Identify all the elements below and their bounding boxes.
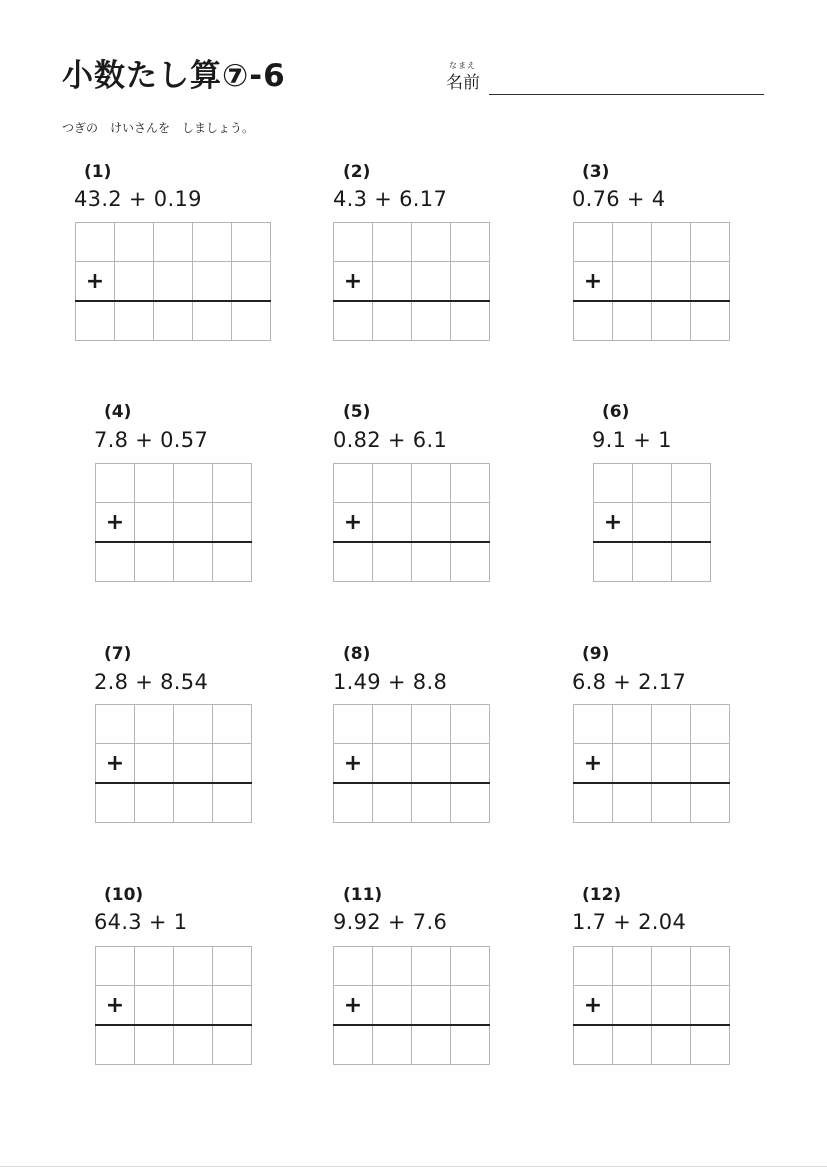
grid-cell[interactable] bbox=[96, 783, 135, 823]
plus-sign: + bbox=[96, 986, 135, 1026]
grid-cell[interactable] bbox=[574, 301, 613, 341]
grid-cell[interactable] bbox=[691, 947, 730, 986]
plus-sign: + bbox=[574, 744, 613, 784]
grid-cell[interactable] bbox=[115, 262, 154, 302]
plus-sign: + bbox=[76, 262, 115, 302]
grid-cell[interactable] bbox=[334, 783, 373, 823]
name-label: 名前 bbox=[446, 73, 480, 93]
grid-cell[interactable] bbox=[135, 986, 174, 1026]
grid-cell[interactable] bbox=[613, 705, 652, 744]
grid-cell[interactable] bbox=[334, 464, 373, 503]
problem-number-2: (2) bbox=[343, 162, 371, 182]
grid-cell[interactable] bbox=[691, 986, 730, 1026]
problem-expression-3: 0.76 + 4 bbox=[572, 187, 666, 211]
grid-cell[interactable] bbox=[691, 223, 730, 262]
grid-cell[interactable] bbox=[691, 262, 730, 302]
grid-cell[interactable] bbox=[373, 223, 412, 262]
grid-cell[interactable] bbox=[135, 744, 174, 784]
grid-cell[interactable] bbox=[135, 705, 174, 744]
grid-cell[interactable] bbox=[96, 1025, 135, 1065]
grid-cell[interactable] bbox=[334, 223, 373, 262]
grid-cell[interactable] bbox=[174, 947, 213, 986]
name-input-line[interactable] bbox=[489, 94, 764, 95]
problem-expression-12: 1.7 + 2.04 bbox=[572, 910, 687, 934]
grid-cell[interactable] bbox=[232, 301, 271, 341]
grid-cell[interactable] bbox=[373, 503, 412, 543]
grid-cell[interactable] bbox=[193, 223, 232, 262]
problem-number-12: (12) bbox=[582, 885, 622, 905]
grid-cell[interactable] bbox=[373, 1025, 412, 1065]
instruction-text: つぎの けいさんを しましょう。 bbox=[62, 121, 255, 135]
grid-cell[interactable] bbox=[652, 223, 691, 262]
grid-cell[interactable] bbox=[232, 262, 271, 302]
grid-cell[interactable] bbox=[193, 301, 232, 341]
grid-cell[interactable] bbox=[193, 262, 232, 302]
grid-cell[interactable] bbox=[334, 947, 373, 986]
problem-expression-8: 1.49 + 8.8 bbox=[333, 670, 448, 694]
grid-cell[interactable] bbox=[451, 1025, 490, 1065]
grid-cell[interactable] bbox=[691, 301, 730, 341]
problem-number-10: (10) bbox=[104, 885, 144, 905]
grid-cell[interactable] bbox=[451, 705, 490, 744]
grid-cell[interactable] bbox=[334, 1025, 373, 1065]
plus-sign: + bbox=[96, 744, 135, 784]
problem-number-8: (8) bbox=[343, 644, 371, 664]
problem-expression-6: 9.1 + 1 bbox=[592, 428, 672, 452]
grid-cell[interactable] bbox=[135, 503, 174, 543]
grid-cell[interactable] bbox=[213, 986, 252, 1026]
grid-cell[interactable] bbox=[672, 542, 711, 582]
grid-cell[interactable] bbox=[652, 262, 691, 302]
grid-cell[interactable] bbox=[412, 464, 451, 503]
grid-cell[interactable] bbox=[691, 744, 730, 784]
grid-cell[interactable] bbox=[613, 1025, 652, 1065]
grid-cell[interactable] bbox=[412, 223, 451, 262]
grid-cell[interactable] bbox=[451, 783, 490, 823]
grid-cell[interactable] bbox=[412, 986, 451, 1026]
problem-expression-7: 2.8 + 8.54 bbox=[94, 670, 209, 694]
grid-cell[interactable] bbox=[135, 542, 174, 582]
grid-cell[interactable] bbox=[652, 986, 691, 1026]
grid-cell[interactable] bbox=[691, 705, 730, 744]
answer-grid-3 bbox=[573, 222, 730, 341]
grid-cell[interactable] bbox=[652, 301, 691, 341]
grid-cell[interactable] bbox=[115, 223, 154, 262]
grid-cell[interactable] bbox=[174, 744, 213, 784]
grid-cell[interactable] bbox=[451, 986, 490, 1026]
grid-cell[interactable] bbox=[96, 705, 135, 744]
grid-cell[interactable] bbox=[154, 223, 193, 262]
plus-sign: + bbox=[334, 262, 373, 302]
grid-cell[interactable] bbox=[154, 262, 193, 302]
grid-cell[interactable] bbox=[451, 464, 490, 503]
grid-cell[interactable] bbox=[174, 705, 213, 744]
grid-cell[interactable] bbox=[213, 744, 252, 784]
grid-cell[interactable] bbox=[334, 542, 373, 582]
problem-expression-11: 9.92 + 7.6 bbox=[333, 910, 448, 934]
problem-number-3: (3) bbox=[582, 162, 610, 182]
grid-cell[interactable] bbox=[594, 542, 633, 582]
grid-cell[interactable] bbox=[672, 464, 711, 503]
grid-cell[interactable] bbox=[412, 783, 451, 823]
problem-number-1: (1) bbox=[84, 162, 112, 182]
grid-cell[interactable] bbox=[135, 464, 174, 503]
plus-sign: + bbox=[334, 986, 373, 1026]
answer-grid-12 bbox=[573, 946, 730, 1065]
grid-cell[interactable] bbox=[213, 783, 252, 823]
answer-grid-11 bbox=[333, 946, 490, 1065]
plus-sign: + bbox=[574, 262, 613, 302]
grid-cell[interactable] bbox=[451, 262, 490, 302]
grid-cell[interactable] bbox=[451, 503, 490, 543]
grid-cell[interactable] bbox=[574, 947, 613, 986]
grid-cell[interactable] bbox=[174, 464, 213, 503]
grid-cell[interactable] bbox=[76, 301, 115, 341]
grid-cell[interactable] bbox=[232, 223, 271, 262]
plus-sign: + bbox=[96, 503, 135, 543]
grid-cell[interactable] bbox=[96, 464, 135, 503]
grid-cell[interactable] bbox=[213, 503, 252, 543]
grid-cell[interactable] bbox=[451, 947, 490, 986]
grid-cell[interactable] bbox=[174, 542, 213, 582]
grid-cell[interactable] bbox=[174, 1025, 213, 1065]
grid-cell[interactable] bbox=[412, 947, 451, 986]
grid-cell[interactable] bbox=[672, 503, 711, 543]
grid-cell[interactable] bbox=[334, 301, 373, 341]
name-ruby: なまえ bbox=[449, 61, 476, 70]
page-bottom-border bbox=[0, 1166, 827, 1167]
grid-cell[interactable] bbox=[451, 223, 490, 262]
grid-cell[interactable] bbox=[412, 1025, 451, 1065]
grid-cell[interactable] bbox=[154, 301, 193, 341]
grid-cell[interactable] bbox=[613, 223, 652, 262]
problem-expression-9: 6.8 + 2.17 bbox=[572, 670, 687, 694]
grid-cell[interactable] bbox=[613, 301, 652, 341]
problem-number-7: (7) bbox=[104, 644, 132, 664]
grid-cell[interactable] bbox=[574, 223, 613, 262]
answer-grid-8 bbox=[333, 704, 490, 823]
grid-cell[interactable] bbox=[613, 744, 652, 784]
grid-cell[interactable] bbox=[135, 947, 174, 986]
grid-cell[interactable] bbox=[412, 705, 451, 744]
grid-cell[interactable] bbox=[594, 464, 633, 503]
problem-number-6: (6) bbox=[602, 402, 630, 422]
grid-cell[interactable] bbox=[652, 1025, 691, 1065]
grid-cell[interactable] bbox=[574, 705, 613, 744]
grid-cell[interactable] bbox=[451, 301, 490, 341]
plus-sign: + bbox=[594, 503, 633, 543]
grid-cell[interactable] bbox=[213, 464, 252, 503]
grid-cell[interactable] bbox=[633, 542, 672, 582]
problem-expression-10: 64.3 + 1 bbox=[94, 910, 188, 934]
plus-sign: + bbox=[334, 503, 373, 543]
answer-grid-4 bbox=[95, 463, 252, 582]
grid-cell[interactable] bbox=[652, 705, 691, 744]
grid-cell[interactable] bbox=[96, 542, 135, 582]
problem-expression-1: 43.2 + 0.19 bbox=[74, 187, 202, 211]
grid-cell[interactable] bbox=[633, 464, 672, 503]
grid-cell[interactable] bbox=[373, 783, 412, 823]
grid-cell[interactable] bbox=[373, 464, 412, 503]
plus-sign: + bbox=[334, 744, 373, 784]
grid-cell[interactable] bbox=[412, 542, 451, 582]
answer-grid-1 bbox=[75, 222, 271, 341]
grid-cell[interactable] bbox=[691, 783, 730, 823]
grid-cell[interactable] bbox=[451, 542, 490, 582]
grid-cell[interactable] bbox=[633, 503, 672, 543]
problem-expression-2: 4.3 + 6.17 bbox=[333, 187, 448, 211]
grid-cell[interactable] bbox=[412, 503, 451, 543]
grid-cell[interactable] bbox=[213, 542, 252, 582]
problem-number-11: (11) bbox=[343, 885, 383, 905]
answer-grid-9 bbox=[573, 704, 730, 823]
grid-cell[interactable] bbox=[613, 783, 652, 823]
grid-cell[interactable] bbox=[115, 301, 154, 341]
grid-cell[interactable] bbox=[451, 744, 490, 784]
grid-cell[interactable] bbox=[574, 1025, 613, 1065]
grid-cell[interactable] bbox=[373, 744, 412, 784]
grid-cell[interactable] bbox=[373, 262, 412, 302]
grid-cell[interactable] bbox=[412, 744, 451, 784]
problem-expression-5: 0.82 + 6.1 bbox=[333, 428, 448, 452]
answer-grid-7 bbox=[95, 704, 252, 823]
grid-cell[interactable] bbox=[691, 1025, 730, 1065]
grid-cell[interactable] bbox=[76, 223, 115, 262]
grid-cell[interactable] bbox=[213, 1025, 252, 1065]
problem-number-4: (4) bbox=[104, 402, 132, 422]
grid-cell[interactable] bbox=[574, 783, 613, 823]
grid-cell[interactable] bbox=[373, 947, 412, 986]
grid-cell[interactable] bbox=[174, 986, 213, 1026]
grid-cell[interactable] bbox=[412, 262, 451, 302]
grid-cell[interactable] bbox=[135, 1025, 174, 1065]
grid-cell[interactable] bbox=[652, 783, 691, 823]
plus-sign: + bbox=[574, 986, 613, 1026]
grid-cell[interactable] bbox=[613, 947, 652, 986]
grid-cell[interactable] bbox=[652, 947, 691, 986]
answer-grid-10 bbox=[95, 946, 252, 1065]
problem-number-9: (9) bbox=[582, 644, 610, 664]
grid-cell[interactable] bbox=[174, 783, 213, 823]
grid-cell[interactable] bbox=[213, 705, 252, 744]
answer-grid-2 bbox=[333, 222, 490, 341]
answer-grid-6 bbox=[593, 463, 711, 582]
grid-cell[interactable] bbox=[373, 986, 412, 1026]
grid-cell[interactable] bbox=[373, 705, 412, 744]
answer-grid-5 bbox=[333, 463, 490, 582]
grid-cell[interactable] bbox=[174, 503, 213, 543]
worksheet-title: 小数たし算⑦-6 bbox=[62, 58, 286, 94]
grid-cell[interactable] bbox=[135, 783, 174, 823]
grid-cell[interactable] bbox=[613, 986, 652, 1026]
problem-number-5: (5) bbox=[343, 402, 371, 422]
grid-cell[interactable] bbox=[334, 705, 373, 744]
grid-cell[interactable] bbox=[373, 301, 412, 341]
grid-cell[interactable] bbox=[412, 301, 451, 341]
grid-cell[interactable] bbox=[613, 262, 652, 302]
grid-cell[interactable] bbox=[96, 947, 135, 986]
problem-expression-4: 7.8 + 0.57 bbox=[94, 428, 209, 452]
grid-cell[interactable] bbox=[213, 947, 252, 986]
grid-cell[interactable] bbox=[373, 542, 412, 582]
grid-cell[interactable] bbox=[652, 744, 691, 784]
